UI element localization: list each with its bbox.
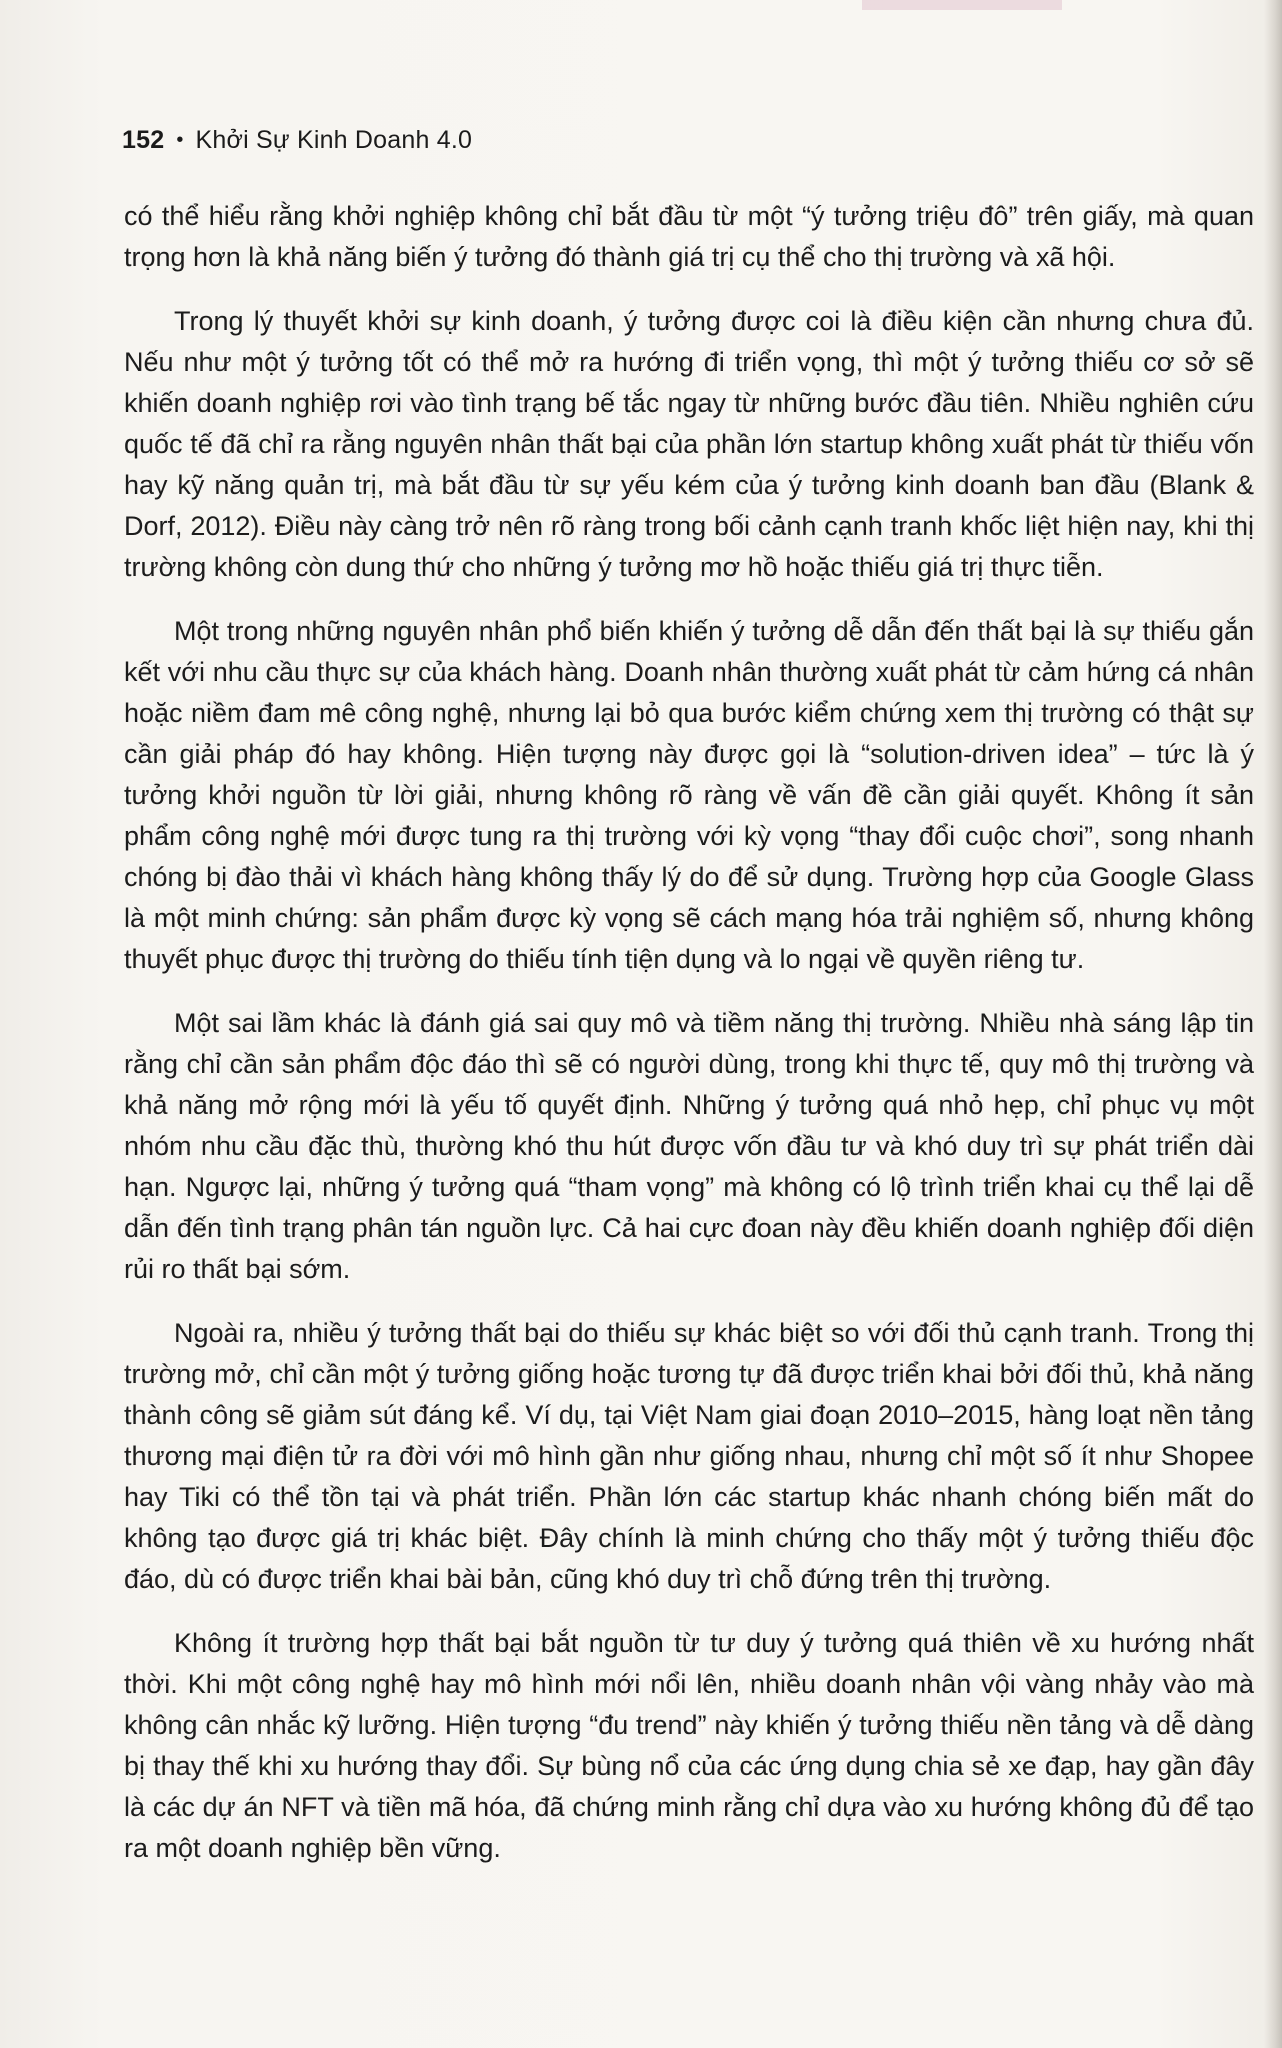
book-title: Khởi Sự Kinh Doanh 4.0 <box>195 126 473 154</box>
running-header <box>122 126 472 155</box>
page-top-tint <box>862 0 1062 10</box>
paragraph-idea-theory: Trong lý thuyết khởi sự kinh doanh, ý tưởng được coi là điều kiện cần nhưng chưa đủ. Nếu như một ý tưởng tốt có thể mở ra hướng đi triển vọng, thì một ý tưởng thiếu cơ sở sẽ khiến doanh nghiệp rơi vào tình trạng bế tắc ngay từ những bước đầu tiên. Nhiều nghiên cứu quốc tế đã chỉ ra rằng nguyên nhân thất bại của phần lớn startup không xuất phát từ thiếu vốn hay kỹ năng quản trị, mà bắt đầu từ sự yếu kém của ý tưởng kinh doanh ban đầu (Blank & Dorf, 2012). Điều này càng trở nên rõ ràng trong bối cảnh cạnh tranh khốc liệt hiện nay, khi thị trường không còn dung thứ cho những ý tưởng mơ hồ hoặc thiếu giá trị thực tiễn. <box>124 306 1254 582</box>
paragraph-continuation: có thể hiểu rằng khởi nghiệp không chỉ bắt đầu từ một “ý tưởng triệu đô” trên giấy, mà quan trọng hơn là khả năng biến ý tưởng đó thành giá trị cụ thể cho thị trường và xã hội. <box>124 201 1254 272</box>
page-number: 152 <box>122 126 165 154</box>
header-separator: • <box>176 129 184 151</box>
body-text <box>124 196 1254 1869</box>
page-binding-shadow <box>1264 0 1282 2048</box>
paragraph-differentiation: Ngoài ra, nhiều ý tưởng thất bại do thiếu sự khác biệt so với đối thủ cạnh tranh. Trong thị trường mở, chỉ cần một ý tưởng giống hoặc tương tự đã được triển khai bởi đối thủ, khả năng thành công sẽ giảm sút đáng kể. Ví dụ, tại Việt Nam giai đoạn 2010–2015, hàng loạt nền tảng thương mại điện tử ra đời với mô hình gần như giống nhau, nhưng chỉ một số ít như Shopee hay Tiki có thể tồn tại và phát triển. Phần lớn các startup khác nhanh chóng biến mất do không tạo được giá trị khác biệt. Đây chính là minh chứng cho thấy một ý tưởng thiếu độc đáo, dù có được triển khai bài bản, cũng khó duy trì chỗ đứng trên thị trường. <box>124 1318 1254 1594</box>
paragraph-market-scale: Một sai lầm khác là đánh giá sai quy mô và tiềm năng thị trường. Nhiều nhà sáng lập tin rằng chỉ cần sản phẩm độc đáo thì sẽ có người dùng, trong khi thực tế, quy mô thị trường và khả năng mở rộng mới là yếu tố quyết định. Những ý tưởng quá nhỏ hẹp, chỉ phục vụ một nhóm nhu cầu đặc thù, thường khó thu hút được vốn đầu tư và khó duy trì sự phát triển dài hạn. Ngược lại, những ý tưởng quá “tham vọng” mà không có lộ trình triển khai cụ thể lại dễ dẫn đến tình trạng phân tán nguồn lực. Cả hai cực đoan này đều khiến doanh nghiệp đối diện rủi ro thất bại sớm. <box>124 1008 1254 1284</box>
paragraph-customer-need: Một trong những nguyên nhân phổ biến khiến ý tưởng dễ dẫn đến thất bại là sự thiếu gắn kết với nhu cầu thực sự của khách hàng. Doanh nhân thường xuất phát từ cảm hứng cá nhân hoặc niềm đam mê công nghệ, nhưng lại bỏ qua bước kiểm chứng xem thị trường có thật sự cần giải pháp đó hay không. Hiện tượng này được gọi là “solution-driven idea” – tức là ý tưởng khởi nguồn từ lời giải, nhưng không rõ ràng về vấn đề cần giải quyết. Không ít sản phẩm công nghệ mới được tung ra thị trường với kỳ vọng “thay đổi cuộc chơi”, song nhanh chóng bị đào thải vì khách hàng không thấy lý do để sử dụng. Trường hợp của Google Glass là một minh chứng: sản phẩm được kỳ vọng sẽ cách mạng hóa trải nghiệm số, nhưng không thuyết phục được thị trường do thiếu tính tiện dụng và lo ngại về quyền riêng tư. <box>124 616 1254 974</box>
paragraph-trends: Không ít trường hợp thất bại bắt nguồn từ tư duy ý tưởng quá thiên về xu hướng nhất thời. Khi một công nghệ hay mô hình mới nổi lên, nhiều doanh nhân vội vàng nhảy vào mà không cân nhắc kỹ lưỡng. Hiện tượng “đu trend” này khiến ý tưởng thiếu nền tảng và dễ dàng bị thay thế khi xu hướng thay đổi. Sự bùng nổ của các ứng dụng chia sẻ xe đạp, hay gần đây là các dự án NFT và tiền mã hóa, đã chứng minh rằng chỉ dựa vào xu hướng không đủ để tạo ra một doanh nghiệp bền vững. <box>124 1628 1254 1863</box>
